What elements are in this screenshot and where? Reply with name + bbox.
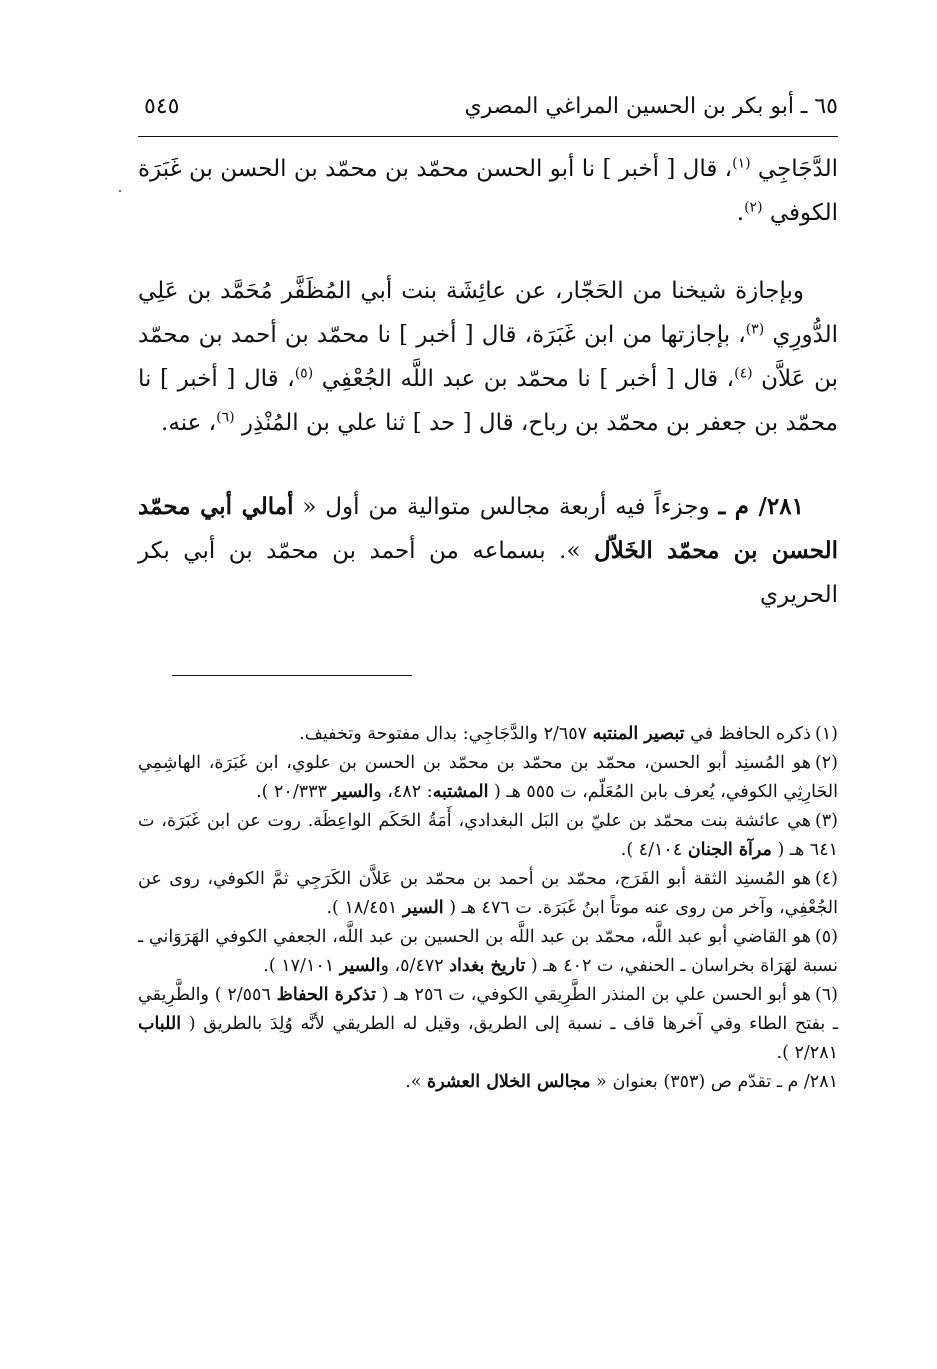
footnote-281 xyxy=(138,1068,838,1097)
source-title: السير xyxy=(332,782,374,802)
footnotes xyxy=(138,720,838,1097)
footnote-number: (١) xyxy=(814,724,838,744)
source-title: مجالس الخلال العشرة xyxy=(427,1072,591,1092)
paragraph-ijaza xyxy=(138,269,838,445)
footnote-6 xyxy=(138,981,838,1068)
source-title: تبصير المنتبه xyxy=(592,724,685,744)
text-run: ٢/٢٨١ ). xyxy=(776,1043,838,1063)
source-title: السير xyxy=(402,898,444,918)
running-head: ٦٥ ـ أبو بكر بن الحسين المراغي المصري xyxy=(464,94,838,119)
source-title: مرآة الجنان xyxy=(687,840,772,860)
text-run: هو القاضي أبو عبد اللَّه، محمّد بن عبد اللَّه بن الحسين بن عبد اللَّه، الجعفي الكوفي الهَرَوَاني ـ نسبة لهَرَاة بخراسان ـ الحنفي، ت ٤٠٢ هـ ( xyxy=(138,927,838,976)
text-run: هي عائشة بنت محمّد بن عليّ بن البَل البغدادي، أَمَةُ الحَكَم الواعِظَة. روت عن ابن غَبَرَة، ت ٦٤١ هـ ( xyxy=(138,811,838,860)
source-title: اللباب xyxy=(138,1014,182,1034)
footnote-3 xyxy=(138,807,838,865)
text-run: : ٤٨٢، و xyxy=(373,782,433,802)
text-run: ٢/٥٥٦ ) والطَّرِيقي ـ بفتح الطاء وفي آخرها قاف ـ نسبة إلى الطريق، وقيل له الطريقي لأنَّه وُلِدَ بالطريق ( xyxy=(138,985,838,1034)
footnote-number: (٥) xyxy=(814,927,838,947)
text-run: . xyxy=(736,200,745,226)
text-run: هو المُسنِد أبو الحسن، محمّد بن محمّد بن محمّد بن الحسن بن علوي، ابن غَبَرَة، الهاشِمِي الحَارِثِي الكوفي، يُعرف بابن المُعَلّم، ت ٥٥٥ هـ ( xyxy=(138,753,838,802)
text-run: ، قال [ أخبر ] نا محمّد بن عبد اللَّه الجُعْفِي xyxy=(321,366,735,392)
text-run: ، قال [ أخبر ] نا محمّد بن جعفر بن محمّد بن رباح، قال [ حد ] ثنا علي بن المُنْذِر xyxy=(138,366,838,436)
page-header xyxy=(138,88,838,137)
source-title: تذكرة الحفاظ xyxy=(276,985,377,1005)
footnote-ref: (٤) xyxy=(734,365,753,382)
footnote-2 xyxy=(138,749,838,807)
footnote-5 xyxy=(138,923,838,981)
footnote-number: (٤) xyxy=(814,869,838,889)
entry-number: ٢٨١/ م ـ xyxy=(718,493,804,520)
text-run: الدَّجَاجِي xyxy=(757,156,839,182)
footnote-separator xyxy=(172,675,412,676)
text-run: ٢/٦٥٧ والدَّجَاجِي: بدال مفتوحة وتخفيف. xyxy=(299,724,593,744)
footnote-ref: (٦) xyxy=(216,409,235,426)
text-run: ». بسماعه من أحمد بن محمّد بن أبي بكر الحريري xyxy=(138,538,838,608)
footnote-ref: (٣) xyxy=(745,321,765,338)
paragraph-continuation xyxy=(138,147,838,235)
entry-281 xyxy=(138,485,838,617)
footnote-4 xyxy=(138,865,838,923)
source-title: تاريخ بغداد xyxy=(449,956,526,976)
book-title: أمالي أبي محمّد الحسن بن محمّد الخَلاّل xyxy=(138,493,838,564)
text-run: ٥/٤٧٢، و xyxy=(380,956,450,976)
footnote-number: (٦) xyxy=(814,985,838,1005)
text-run: ، عنه. xyxy=(161,410,217,436)
text-run: ٤/١٠٤ ). xyxy=(620,840,688,860)
footnote-number: (٣) xyxy=(814,811,838,831)
text-run: ١٧/١٠١ ). xyxy=(263,956,340,976)
text-run: ذكره الحافظ في xyxy=(684,724,811,744)
footnote-ref: (٥) xyxy=(294,365,314,382)
stray-mark xyxy=(119,190,121,192)
book-page xyxy=(138,88,838,1097)
text-run: هو أبو الحسن علي بن المنذر الطَّرِيقي الكوفي، ت ٢٥٦ هـ ( xyxy=(376,985,811,1005)
text-run: هو المُسنِد الثقة أبو الفَرَج، محمّد بن أحمد بن محمّد بن عَلاَّن الكَرَجِي ثمَّ الكوفي، روى عن الجُعْفِي، وآخر من روى عنه موتاً ابنُ غَبَرَة. ت ٤٧٦ هـ ( xyxy=(138,869,838,918)
footnote-1 xyxy=(138,720,838,749)
text-run: ٢٠/٣٣٣ ). xyxy=(256,782,333,802)
footnote-number: ٢٨١/ م ـ xyxy=(776,1072,838,1092)
text-run: ، قال [ أخبر ] نا أبو الحسن محمّد بن محمّد بن الحسن بن غَبَرَة الكوفي xyxy=(138,156,838,226)
text-run: وجزءاً فيه أربعة مجالس متوالية من أول « xyxy=(293,494,719,520)
source-title: السير xyxy=(339,956,381,976)
page-number: ٥٤٥ xyxy=(144,94,180,119)
footnote-ref: (٢) xyxy=(744,199,763,216)
footnote-number: (٢) xyxy=(814,753,838,773)
text-run: تقدّم ص (٣٥٣) بعنوان « xyxy=(590,1072,777,1092)
source-title: المشتبه xyxy=(432,782,489,802)
text-run: ١٨/٤٥١ ). xyxy=(326,898,403,918)
footnote-ref: (١) xyxy=(732,155,751,172)
text-run: ، بإجازتها من ابن غَبَرَة، قال [ أخبر ] نا محمّد بن أحمد بن محمّد بن عَلاَّن xyxy=(138,322,838,392)
text-run: وبإجازة شيخنا من الحَجّار، عن عائِشَة بنت أبي المُظَفَّر مُحَمَّد بن عَلِي الدُّورِي xyxy=(138,278,839,348)
text-run: ». xyxy=(405,1072,428,1092)
